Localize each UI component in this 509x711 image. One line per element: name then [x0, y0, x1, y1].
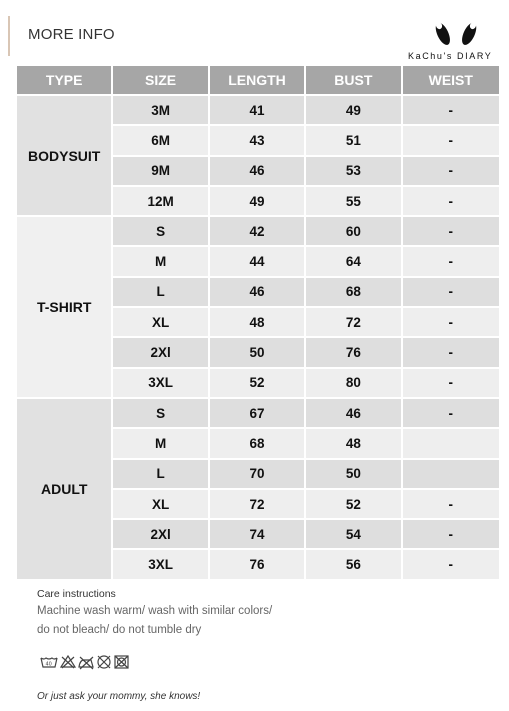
length-cell: 44 [210, 247, 304, 275]
weist-cell: - [403, 308, 499, 336]
no-iron-icon [79, 657, 93, 669]
size-cell: 3XL [113, 369, 207, 397]
col-header-type: TYPE [17, 66, 111, 94]
size-chart-table [15, 64, 501, 581]
length-cell: 72 [210, 490, 304, 518]
length-cell: 50 [210, 338, 304, 366]
size-cell: 2Xl [113, 520, 207, 548]
length-cell: 48 [210, 308, 304, 336]
bust-cell: 72 [306, 308, 400, 336]
table-row [17, 399, 499, 427]
svg-text:40: 40 [45, 661, 52, 668]
length-cell: 46 [210, 278, 304, 306]
weist-cell: - [403, 187, 499, 215]
bust-cell: 49 [306, 96, 400, 124]
col-header-bust: BUST [306, 66, 400, 94]
size-cell: XL [113, 490, 207, 518]
length-cell: 68 [210, 429, 304, 457]
bust-cell: 64 [306, 247, 400, 275]
baby-feet-icon [430, 12, 482, 50]
page-title: MORE INFO [28, 26, 115, 43]
length-cell: 43 [210, 126, 304, 154]
type-cell-adult: ADULT [17, 399, 111, 579]
bust-cell: 52 [306, 490, 400, 518]
bust-cell: 55 [306, 187, 400, 215]
type-cell-bodysuit: BODYSUIT [17, 96, 111, 215]
length-cell: 41 [210, 96, 304, 124]
no-dry-clean-icon [98, 656, 110, 668]
size-cell: M [113, 247, 207, 275]
weist-cell: - [403, 278, 499, 306]
size-cell: 3XL [113, 550, 207, 578]
type-cell-tshirt: T-SHIRT [17, 217, 111, 397]
length-cell: 42 [210, 217, 304, 245]
care-instructions-title: Care instructions [37, 588, 116, 600]
size-cell: 9M [113, 157, 207, 185]
no-tumble-dry-icon [115, 656, 128, 668]
weist-cell: - [403, 157, 499, 185]
brand-logo [404, 12, 508, 62]
weist-cell: - [403, 338, 499, 366]
weist-cell [403, 460, 499, 488]
length-cell: 70 [210, 460, 304, 488]
length-cell: 52 [210, 369, 304, 397]
wash-40-icon [41, 658, 57, 668]
weist-cell [403, 429, 499, 457]
bust-cell: 60 [306, 217, 400, 245]
size-cell: L [113, 460, 207, 488]
bust-cell: 54 [306, 520, 400, 548]
col-header-size: SIZE [113, 66, 207, 94]
bust-cell: 48 [306, 429, 400, 457]
weist-cell: - [403, 369, 499, 397]
col-header-weist: WEIST [403, 66, 499, 94]
care-symbols [40, 654, 132, 675]
col-header-length: LENGTH [210, 66, 304, 94]
weist-cell: - [403, 490, 499, 518]
size-cell: S [113, 217, 207, 245]
weist-cell: - [403, 247, 499, 275]
size-cell: 12M [113, 187, 207, 215]
size-cell: 6M [113, 126, 207, 154]
care-instructions-line-1: Machine wash warm/ wash with similar colors/ [37, 605, 273, 617]
bust-cell: 76 [306, 338, 400, 366]
size-cell: M [113, 429, 207, 457]
length-cell: 74 [210, 520, 304, 548]
bust-cell: 68 [306, 278, 400, 306]
weist-cell: - [403, 550, 499, 578]
weist-cell: - [403, 126, 499, 154]
bust-cell: 80 [306, 369, 400, 397]
length-cell: 76 [210, 550, 304, 578]
size-cell: L [113, 278, 207, 306]
size-cell: XL [113, 308, 207, 336]
size-cell: 2Xl [113, 338, 207, 366]
length-cell: 49 [210, 187, 304, 215]
table-row [17, 217, 499, 245]
bust-cell: 56 [306, 550, 400, 578]
size-cell: 3M [113, 96, 207, 124]
weist-cell: - [403, 399, 499, 427]
weist-cell: - [403, 96, 499, 124]
care-instructions-line-2: do not bleach/ do not tumble dry [37, 624, 202, 636]
footer-note: Or just ask your mommy, she knows! [37, 691, 201, 702]
brand-name: KaChu's DIARY [408, 51, 493, 61]
length-cell: 67 [210, 399, 304, 427]
length-cell: 46 [210, 157, 304, 185]
bust-cell: 51 [306, 126, 400, 154]
size-cell: S [113, 399, 207, 427]
weist-cell: - [403, 520, 499, 548]
bust-cell: 46 [306, 399, 400, 427]
bust-cell: 53 [306, 157, 400, 185]
weist-cell: - [403, 217, 499, 245]
header-accent-bar [8, 16, 10, 56]
table-row [17, 96, 499, 124]
no-bleach-icon [61, 656, 75, 668]
bust-cell: 50 [306, 460, 400, 488]
table-header-row [17, 66, 499, 94]
